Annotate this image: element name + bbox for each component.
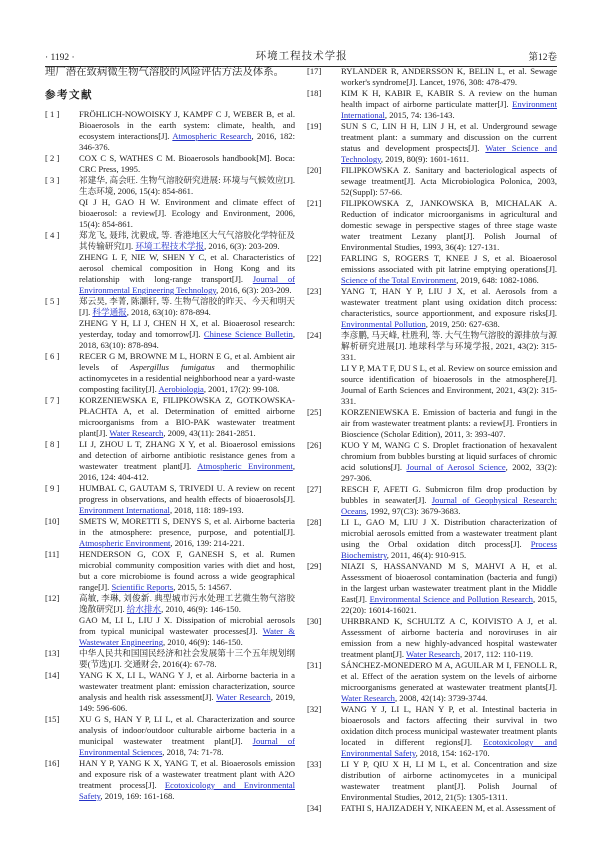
journal-link[interactable]: Journal of Aerosol Science bbox=[406, 462, 506, 472]
reference-segment: YANG T, HAN Y P, LIU J X, et al. Aerosols from a wastewater treatment plant using oxidation ditch process: characteristics, source apportionment, and exposure risks[J]. bbox=[341, 286, 557, 318]
reference-text bbox=[79, 483, 295, 516]
journal-link[interactable]: Chinese Science Bulletin bbox=[203, 329, 293, 339]
reference-paragraph bbox=[79, 296, 295, 318]
reference-paragraph bbox=[79, 395, 295, 439]
reference-item bbox=[307, 660, 557, 704]
journal-link[interactable]: Aerobiologia bbox=[158, 384, 204, 394]
reference-segment: LI Y P, MA T F, DU S L, et al. Review on source emission and source identification of bioaerosols in the atmosphere[J]. Journal of Earth Sciences and Environment, 2021, 43(2): 315-331. bbox=[341, 363, 557, 406]
reference-segment: SMETS W, MORETTI S, DENYS S, et al. Airborne bacteria in the atmosphere: presence, purpose, and potential[J]. bbox=[79, 516, 295, 537]
reference-item bbox=[45, 175, 295, 230]
reference-segment: NIAZI S, HASSANVAND M S, MAHVI A H, et al. Assessment of bioaerosol contamination (bacteria and fungi) in the largest urban wastewater treatment plant in the Middle East[J]. bbox=[341, 561, 557, 604]
reference-number: [25] bbox=[307, 407, 322, 417]
reference-segment: 中华人民共和国国民经济和社会发展第十三个五年规划纲要(节选)[J]. 交通财会, 2016(4): 67-78. bbox=[79, 648, 295, 669]
reference-item bbox=[307, 803, 557, 814]
reference-text bbox=[341, 660, 557, 704]
reference-item bbox=[307, 616, 557, 660]
reference-paragraph bbox=[79, 197, 295, 230]
journal-link[interactable]: Atmospheric Environment bbox=[197, 461, 293, 471]
journal-link[interactable]: Water Research bbox=[406, 649, 460, 659]
reference-segment: , 2016, 6(3): 203-209. bbox=[204, 241, 280, 251]
reference-item bbox=[45, 439, 295, 483]
reference-number: [17] bbox=[307, 66, 322, 76]
journal-link[interactable]: Journal of Environmental Engineering Technology bbox=[79, 274, 295, 295]
page-number: · 1192 · bbox=[45, 53, 75, 63]
reference-segment: GAO M, LI L, LIU J X. Dissipation of microbial aerosols from typical municipal wastewater processes[J]. bbox=[79, 615, 295, 636]
reference-text bbox=[79, 395, 295, 439]
reference-paragraph bbox=[79, 483, 295, 516]
reference-segment: , 2015, 5: 14567. bbox=[173, 582, 232, 592]
reference-segment: , 2002, 33(2): 297-306. bbox=[341, 462, 557, 483]
reference-text bbox=[341, 253, 557, 286]
reference-number: [13] bbox=[45, 648, 60, 658]
reference-segment: ZHENG Y H, LI J, CHEN H X, et al. Bioaerosol research: yesterday, today and tomorrow[J]. bbox=[79, 318, 295, 339]
reference-segment: YANG K X, LI L, WANG Y J, et al. Airborne bacteria in a wastewater treatment plant: emission characterization, source analysis and health risk assessment[J]. bbox=[79, 670, 295, 702]
references-list-left bbox=[45, 109, 295, 802]
reference-number: [19] bbox=[307, 121, 322, 131]
reference-segment: , 2019, 648: 1082-1086. bbox=[456, 275, 539, 285]
reference-text bbox=[341, 88, 557, 121]
reference-item bbox=[45, 230, 295, 296]
reference-item bbox=[307, 198, 557, 253]
reference-segment: LI L, GAO M, LIU J X. Distribution characterization of microbial aerosols emitted from a wastewater treatment plant using the Orbal oxidation ditch process[J]. bbox=[341, 517, 557, 549]
reference-segment: , 2016, 124: 404-412. bbox=[79, 461, 295, 482]
reference-number: [15] bbox=[45, 714, 60, 724]
reference-item bbox=[307, 286, 557, 330]
journal-link[interactable]: Atmospheric Environment bbox=[79, 538, 171, 548]
reference-number: [ 4 ] bbox=[45, 230, 60, 240]
reference-segment: , 2016, 139: 214-221. bbox=[170, 538, 245, 548]
reference-number: [ 1 ] bbox=[45, 109, 60, 119]
reference-paragraph bbox=[79, 593, 295, 615]
reference-text bbox=[79, 296, 295, 351]
reference-segment: , 2015, 74: 136-143. bbox=[384, 110, 455, 120]
reference-paragraph bbox=[341, 66, 557, 88]
reference-item bbox=[307, 253, 557, 286]
reference-number: [12] bbox=[45, 593, 60, 603]
journal-link[interactable]: 科学通报 bbox=[92, 307, 127, 317]
reference-paragraph bbox=[341, 330, 557, 363]
reference-item bbox=[45, 351, 295, 395]
reference-item bbox=[45, 296, 295, 351]
reference-number: [29] bbox=[307, 561, 322, 571]
reference-text bbox=[341, 517, 557, 561]
reference-number: [ 3 ] bbox=[45, 175, 60, 185]
reference-number: [ 5 ] bbox=[45, 296, 60, 306]
reference-item bbox=[307, 704, 557, 759]
reference-text bbox=[79, 109, 295, 153]
reference-text bbox=[341, 616, 557, 660]
reference-item bbox=[45, 153, 295, 175]
reference-item bbox=[307, 759, 557, 803]
reference-segment: FATHI S, HAJIZADEH Y, NIKAEEN M, et al. Assessment of bbox=[341, 803, 556, 813]
reference-paragraph bbox=[341, 484, 557, 517]
reference-text bbox=[341, 484, 557, 517]
reference-number: [34] bbox=[307, 803, 322, 813]
reference-paragraph bbox=[79, 615, 295, 648]
species-name: Aspergillus fumigatus bbox=[130, 362, 215, 372]
reference-segment: QI J H, GAO H W. Environment and climate effect of bioaerosol: a review[J]. Ecology and Environment, 2006, 15(4): 854-861. bbox=[79, 197, 295, 229]
references-heading: 参考文献 bbox=[45, 90, 93, 101]
reference-segment: FILIPKOWSKA Z, JANKOWSKA B, MICHALAK A. Reduction of indicator microorganisms in agricultural and domestic sewage in perspective stages of three stage waste water treatment Lezany plant[J]. Polish Journal of Environmental Studies, 1993, 36(4): 127-131. bbox=[341, 198, 557, 252]
reference-text bbox=[341, 66, 557, 88]
journal-link[interactable]: Process Biochemistry bbox=[341, 539, 557, 560]
reference-paragraph bbox=[79, 351, 295, 395]
reference-text bbox=[341, 759, 557, 803]
reference-item bbox=[45, 516, 295, 549]
reference-item bbox=[45, 593, 295, 648]
journal-link[interactable]: Environment International bbox=[341, 99, 557, 120]
reference-paragraph bbox=[341, 517, 557, 561]
reference-item bbox=[307, 330, 557, 407]
reference-segment: UHRBRAND K, SCHULTZ A C, KOIVISTO A J, et al. Assessment of airborne bacteria and noroviruses in air emission from a new highly-advanced hospital wastewater treatment plant[J]. bbox=[341, 616, 557, 659]
journal-link[interactable]: Water & Wastewater Engineering bbox=[79, 626, 296, 647]
reference-paragraph bbox=[341, 121, 557, 165]
reference-text bbox=[341, 286, 557, 330]
reference-paragraph bbox=[79, 714, 295, 758]
reference-text bbox=[341, 330, 557, 407]
reference-segment: RYLANDER R, ANDERSSON K, BELIN L, et al. Sewage worker's syndrome[J]. Lancet, 1976, 308: 478-479. bbox=[341, 66, 557, 87]
reference-text bbox=[341, 803, 557, 814]
reference-text bbox=[79, 439, 295, 483]
reference-segment: 郑云昊, 李菁, 陈灏轩, 等. 生物气溶胶的昨天、今天和明天[J]. bbox=[79, 296, 295, 317]
reference-text bbox=[79, 758, 295, 802]
reference-segment: , 2010, 46(9): 146-150. bbox=[161, 604, 241, 614]
reference-number: [ 2 ] bbox=[45, 153, 60, 163]
reference-item bbox=[307, 561, 557, 616]
reference-segment: RESCH F, AFETI G. Submicron film drop production by bubbles in seawater[J]. bbox=[341, 484, 557, 505]
reference-segment: , 2019, 250: 627-638. bbox=[425, 319, 500, 329]
reference-segment: HENDERSON G, COX F, GANESH S, et al. Rumen microbial community composition varies with diet and host, but a core microbiome is found across a wide geographical range[J]. bbox=[79, 549, 295, 592]
reference-item bbox=[45, 483, 295, 516]
reference-text bbox=[79, 714, 295, 758]
reference-segment: , 2011, 46(4): 910-915. bbox=[386, 550, 467, 560]
reference-number: [20] bbox=[307, 165, 322, 175]
page-header bbox=[45, 44, 557, 67]
reference-item bbox=[45, 109, 295, 153]
reference-paragraph bbox=[79, 230, 295, 252]
reference-number: [32] bbox=[307, 704, 322, 714]
reference-text bbox=[341, 704, 557, 759]
reference-text bbox=[79, 516, 295, 549]
reference-paragraph bbox=[79, 153, 295, 175]
reference-segment: , 2018, 118: 189-193. bbox=[169, 505, 244, 515]
reference-text bbox=[341, 407, 557, 440]
reference-paragraph bbox=[79, 439, 295, 483]
journal-link[interactable]: Ecotoxicology and Environmental Safety bbox=[79, 780, 295, 801]
reference-number: [33] bbox=[307, 759, 322, 769]
reference-item bbox=[307, 88, 557, 121]
reference-segment: 高敏, 李琳, 刘俊新. 典型城市污水处理工艺微生物气溶胶逸散研究[J]. bbox=[79, 593, 295, 614]
reference-item bbox=[307, 517, 557, 561]
journal-link[interactable]: Water Science and Technology bbox=[341, 143, 557, 164]
reference-paragraph bbox=[341, 363, 557, 407]
reference-number: [31] bbox=[307, 660, 322, 670]
reference-number: [22] bbox=[307, 253, 322, 263]
reference-paragraph bbox=[79, 175, 295, 197]
reference-text bbox=[79, 153, 295, 175]
reference-item bbox=[307, 407, 557, 440]
reference-number: [ 8 ] bbox=[45, 439, 60, 449]
reference-segment: HAN Y P, YANG K X, YANG T, et al. Bioaerosols emission and exposure risk of a wastewater treatment plant with A2O treatment process[J]. bbox=[79, 758, 295, 790]
reference-paragraph bbox=[341, 561, 557, 616]
reference-text bbox=[79, 230, 295, 296]
reference-segment: , 2019, 80(9): 1601-1611. bbox=[380, 154, 469, 164]
reference-item bbox=[45, 549, 295, 593]
reference-text bbox=[341, 561, 557, 616]
reference-segment: LI J, ZHOU L T, ZHANG X Y, et al. Bioaerosol emissions and detection of airborne antibiotic resistance genes from a wastewater treatment plant[J]. bbox=[79, 439, 295, 471]
reference-number: [24] bbox=[307, 330, 322, 340]
reference-paragraph bbox=[341, 440, 557, 484]
reference-segment: 郑龙飞, 聂玮, 沈毅成, 等. 香港地区大气气溶胶化学特征及其传输研究[J]. bbox=[79, 230, 295, 251]
reference-item bbox=[45, 714, 295, 758]
reference-segment: , 2008, 42(14): 3739-3744. bbox=[394, 693, 488, 703]
reference-number: [ 6 ] bbox=[45, 351, 60, 361]
reference-item bbox=[45, 758, 295, 802]
reference-segment: , 2018, 63(10): 878-894. bbox=[79, 329, 295, 350]
journal-link[interactable]: Water Research bbox=[341, 693, 395, 703]
reference-segment: , 1992, 97(C3): 3679-3683. bbox=[366, 506, 461, 516]
reference-number: [26] bbox=[307, 440, 322, 450]
reference-paragraph bbox=[341, 286, 557, 330]
reference-paragraph bbox=[341, 803, 557, 814]
reference-number: [27] bbox=[307, 484, 322, 494]
journal-link[interactable]: Atmospheric Research bbox=[172, 131, 252, 141]
reference-number: [23] bbox=[307, 286, 322, 296]
reference-paragraph bbox=[341, 88, 557, 121]
reference-paragraph bbox=[79, 516, 295, 549]
reference-paragraph bbox=[341, 198, 557, 253]
reference-segment: , 2018, 63(10): 878-894. bbox=[126, 307, 211, 317]
reference-paragraph bbox=[341, 165, 557, 198]
journal-link[interactable]: Scientific Reports bbox=[111, 582, 174, 592]
reference-segment: ZHENG L F, NIE W, SHEN Y C, et al. Characteristics of aerosol chemical composition in Hong Kong and its relationship with long-range transport[J]. bbox=[79, 252, 295, 284]
reference-segment: , 2015, 22(20): 16014-16021. bbox=[341, 594, 557, 615]
reference-number: [11] bbox=[45, 549, 59, 559]
reference-paragraph bbox=[79, 648, 295, 670]
journal-link[interactable]: Water Research bbox=[216, 692, 271, 702]
reference-number: [10] bbox=[45, 516, 60, 526]
reference-paragraph bbox=[341, 407, 557, 440]
intro-paragraph: 理厂潜在致病微生物气溶胶的风险评估方法及体系。 bbox=[45, 67, 284, 78]
reference-paragraph bbox=[79, 318, 295, 351]
reference-segment: 李彦鹏, 马天峰, 杜胜利, 等. 大气生物气溶胶的源排放与源解析研究进展[J]. 地球科学与环境学报, 2021, 43(2): 315-331. bbox=[341, 330, 557, 362]
reference-segment: KORZENIEWSKA E. Emission of bacteria and fungi in the air from wastewater treatment plants: a review[J]. Frontiers in Bioscience (Scholar Edition), 2011, 3: 393-407. bbox=[341, 407, 557, 439]
reference-segment: WANG Y J, LI L, HAN Y P, et al. Intestinal bacteria in bioaerosols and factors affecting their survival in two oxidation ditch process municipal wastewater treatment plants located in different regions[J]. bbox=[341, 704, 557, 747]
reference-segment: SUN S C, LIN H H, LIN J H, et al. Underground sewage treatment plant: a summary and discussion on the current status and development prospects[J]. bbox=[341, 121, 557, 153]
volume-label: 第12卷 bbox=[528, 53, 557, 63]
reference-item bbox=[45, 648, 295, 670]
reference-text bbox=[341, 198, 557, 253]
journal-link[interactable]: Environment International bbox=[79, 505, 170, 515]
journal-link[interactable]: Environmental Science and Pollution Research bbox=[369, 594, 533, 604]
reference-text bbox=[79, 549, 295, 593]
journal-title: 环境工程技术学报 bbox=[255, 51, 348, 62]
reference-text bbox=[341, 121, 557, 165]
reference-text bbox=[79, 670, 295, 714]
reference-item bbox=[307, 66, 557, 88]
reference-segment: , 2009, 43(11): 2841-2851. bbox=[163, 428, 256, 438]
reference-paragraph bbox=[341, 660, 557, 704]
reference-segment: , 2016, 182: 346-376. bbox=[79, 131, 295, 152]
right-column bbox=[307, 66, 557, 814]
reference-segment: and thermophilic actinomycetes in a residential neighborhood near a yard-waste composting facility[J]. bbox=[79, 362, 295, 394]
reference-paragraph bbox=[341, 616, 557, 660]
reference-segment: HUMBAL C, GAUTAM S, TRIVEDI U. A review on recent progress in observations, and health effects of bioaerosols[J]. bbox=[79, 483, 295, 504]
reference-number: [14] bbox=[45, 670, 60, 680]
journal-link[interactable]: 环境工程技术学报 bbox=[135, 241, 205, 251]
reference-segment: XU G S, HAN Y P, LI L, et al. Characterization and source analysis of indoor/outdoor culturable airborne bacteria in a municipal wastewater treatment plant[J]. bbox=[79, 714, 295, 746]
reference-number: [16] bbox=[45, 758, 60, 768]
journal-link[interactable]: Journal of Environmental Sciences bbox=[79, 736, 295, 757]
reference-paragraph bbox=[79, 252, 295, 296]
reference-segment: FRÖHLICH-NOWOISKY J, KAMPF C J, WEBER B, et al. Bioaerosols in the earth system: climate, health, and ecosystem interactions[J]. bbox=[79, 109, 295, 141]
reference-segment: , 2019, 149: 596-606. bbox=[79, 692, 295, 713]
reference-segment: , 2010, 46(9): 146-150. bbox=[163, 637, 243, 647]
reference-text bbox=[79, 648, 295, 670]
reference-paragraph bbox=[341, 759, 557, 803]
reference-paragraph bbox=[79, 670, 295, 714]
reference-item bbox=[307, 165, 557, 198]
reference-segment: , 2016, 6(3): 203-209. bbox=[216, 285, 292, 295]
reference-segment: 祁建华, 高会旺. 生物气溶胶研究进展: 环境与气候效应[J]. 生态环境, 2006, 15(4): 854-861. bbox=[79, 175, 295, 196]
references-list-right bbox=[307, 66, 557, 814]
reference-paragraph bbox=[79, 758, 295, 802]
journal-link[interactable]: Science of the Total Environment bbox=[341, 275, 457, 285]
reference-segment: KUO Y M, WANG C S. Droplet fractionation of hexavalent chromium from bubbles bursting at liquid surfaces of chromic acid solutions[J]. bbox=[341, 440, 557, 472]
journal-link[interactable]: 给水排水 bbox=[126, 604, 162, 614]
reference-segment: LI Y P, QIU X H, LI M L, et al. Concentration and size distribution of airborne actinomycetes in a municipal wastewater treatment plant[J]. Polish Journal of Environmental Studies, 2012, 21(5): 1305-1311. bbox=[341, 759, 557, 802]
reference-segment: FARLING S, ROGERS T, KNEE J S, et al. Bioaerosol emissions associated with pit latrine emptying operations[J]. bbox=[341, 253, 557, 274]
reference-number: [28] bbox=[307, 517, 322, 527]
reference-segment: , 2018, 154: 162-170. bbox=[415, 748, 490, 758]
reference-item bbox=[307, 440, 557, 484]
journal-link[interactable]: Journal of Geophysical Research: Oceans bbox=[341, 495, 557, 516]
reference-text bbox=[79, 351, 295, 395]
reference-segment: KIM K H, KABIR E, KABIR S. A review on the human health impact of airborne particulate matter[J]. bbox=[341, 88, 557, 109]
journal-link[interactable]: Environmental Pollution bbox=[341, 319, 426, 329]
journal-link[interactable]: Ecotoxicology and Environmental Safety bbox=[341, 737, 557, 758]
reference-number: [30] bbox=[307, 616, 322, 626]
reference-segment: KORZENIEWSKA E, FILIPKOWSKA Z, GOTKOWSKA-PŁACHTA A, et al. Determination of emitted airborne microorganisms from a BIO-PAK wastewater treatment plant[J]. bbox=[79, 395, 295, 438]
reference-paragraph bbox=[79, 109, 295, 153]
reference-text bbox=[341, 440, 557, 484]
reference-text bbox=[79, 593, 295, 648]
journal-link[interactable]: Water Research bbox=[109, 428, 164, 438]
reference-text bbox=[341, 165, 557, 198]
left-column bbox=[45, 66, 295, 802]
reference-text bbox=[79, 175, 295, 230]
reference-segment: , 2019, 169: 161-168. bbox=[100, 791, 175, 801]
reference-segment: , 2017, 112: 110-119. bbox=[459, 649, 533, 659]
reference-number: [21] bbox=[307, 198, 322, 208]
reference-segment: , 2001, 17(2): 99-108. bbox=[203, 384, 280, 394]
reference-number: [18] bbox=[307, 88, 322, 98]
reference-number: [ 7 ] bbox=[45, 395, 60, 405]
reference-item bbox=[45, 395, 295, 439]
reference-paragraph bbox=[79, 549, 295, 593]
reference-segment: FILIPKOWSKA Z. Sanitary and bacteriological aspects of sewage treatment[J]. Acta Microbiologica Polonica, 2003, 52(Suppl): 57-66. bbox=[341, 165, 557, 197]
reference-paragraph bbox=[341, 253, 557, 286]
reference-item bbox=[45, 670, 295, 714]
reference-number: [ 9 ] bbox=[45, 483, 60, 493]
reference-item bbox=[307, 121, 557, 165]
reference-segment: SÁNCHEZ-MONEDERO M A, AGUILAR M I, FENOLL R, et al. Effect of the aeration system on the levels of airborne microorganisms generated at wastewater treatment plants[J]. bbox=[341, 660, 557, 692]
reference-segment: COX C S, WATHES C M. Bioaerosols handbook[M]. Boca: CRC Press, 1995. bbox=[79, 153, 295, 174]
reference-paragraph bbox=[341, 704, 557, 759]
reference-segment: RECER G M, BROWNE M L, HORN E G, et al. Ambient air levels of bbox=[79, 351, 295, 372]
reference-item bbox=[307, 484, 557, 517]
reference-segment: , 2018, 74: 71-78. bbox=[162, 747, 224, 757]
